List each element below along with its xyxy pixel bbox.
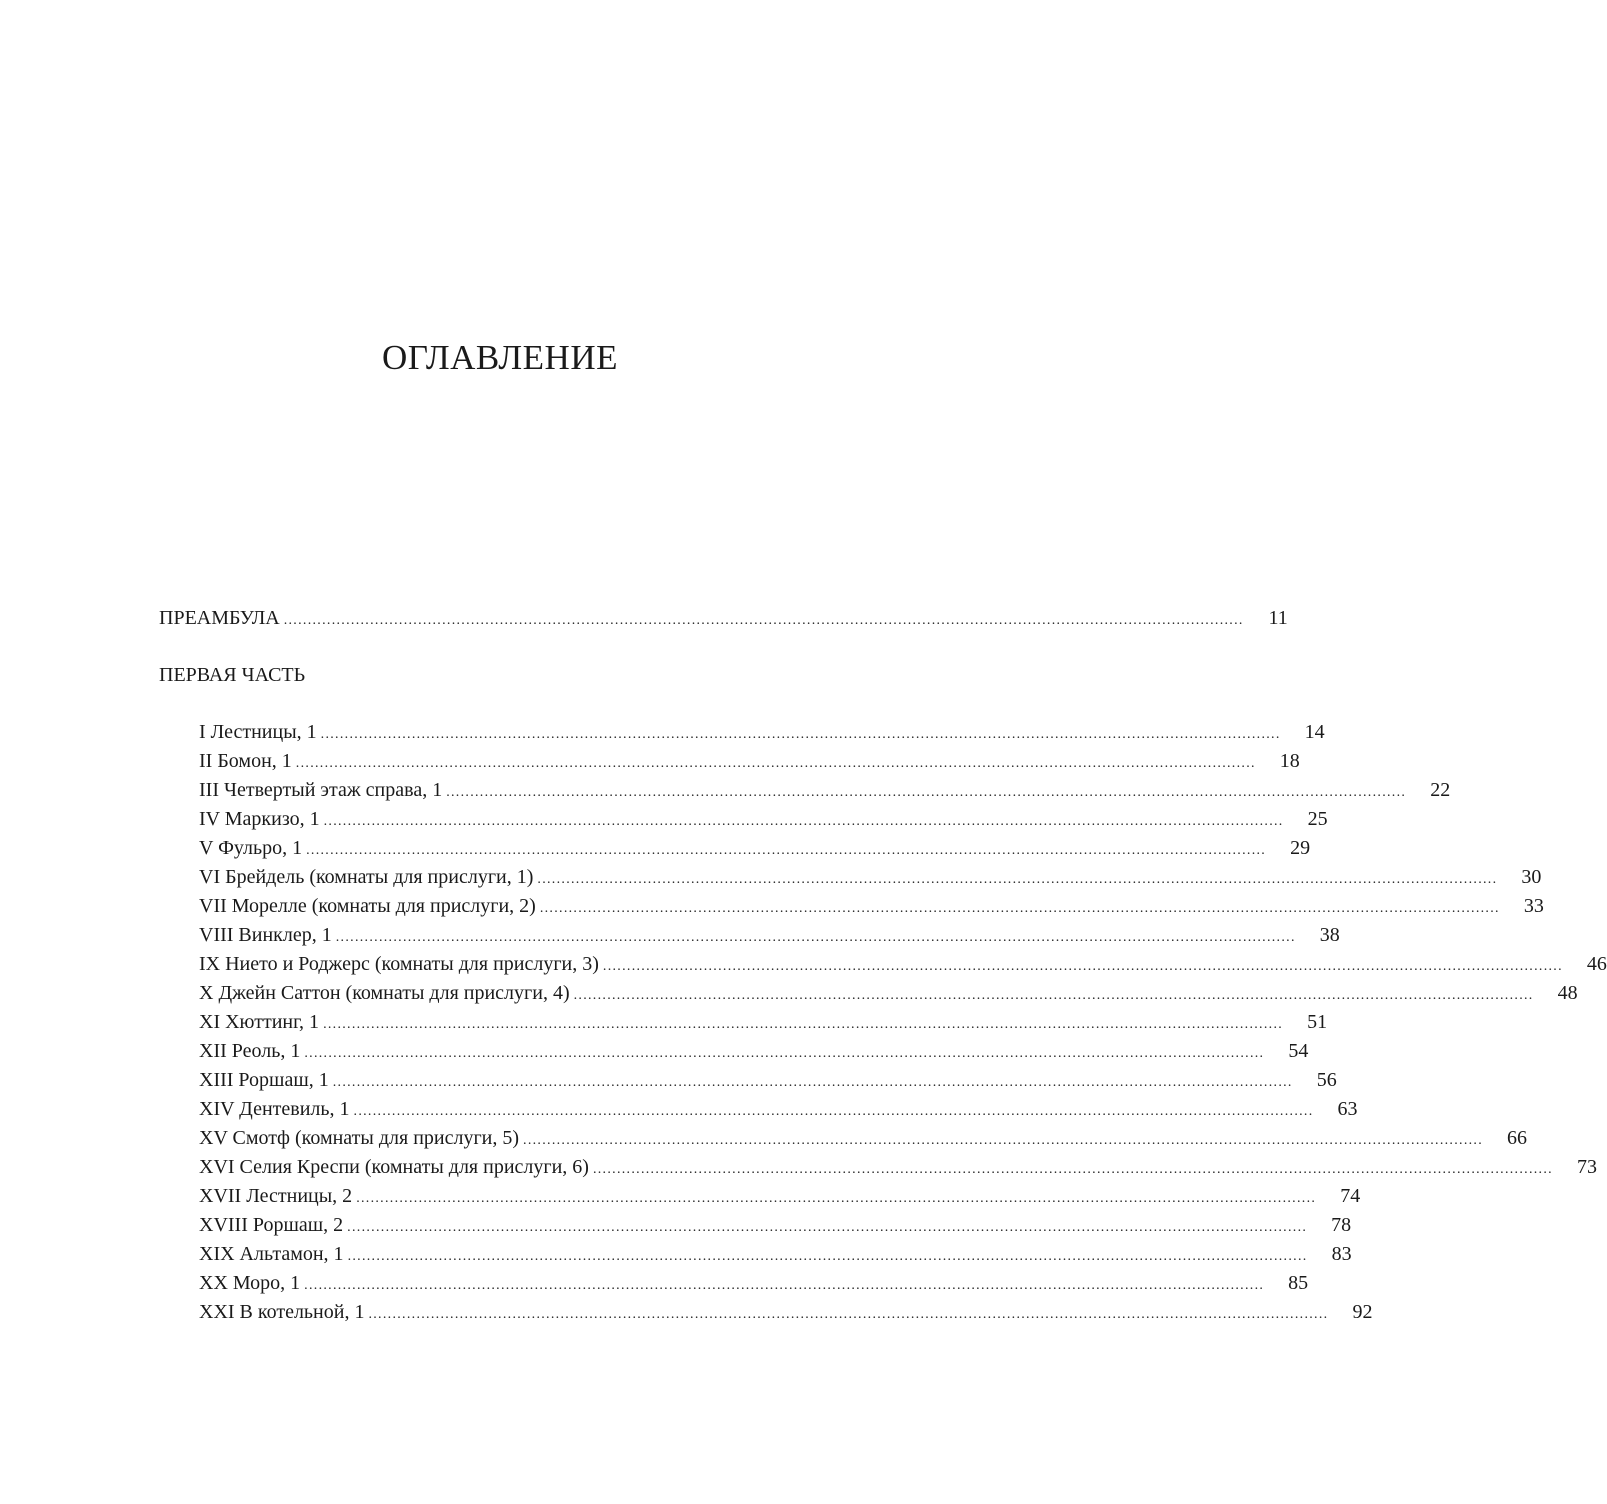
dot-leader: ........................................................................................................................................................................................................	[356, 1191, 1317, 1206]
toc-entry-label: XX Моро, 1	[199, 1272, 301, 1294]
toc-entry-label: III Четвертый этаж справа, 1	[199, 779, 443, 801]
toc-entry-preamble[interactable]	[159, 604, 1288, 633]
toc-entry-chapter[interactable]	[159, 834, 1311, 863]
toc-entry-chapter[interactable]	[159, 921, 1340, 950]
toc-entry-label: XVII Лестницы, 2	[199, 1185, 353, 1207]
dot-leader: ........................................................................................................................................................................................................	[523, 1133, 1484, 1148]
toc-entry-chapter[interactable]	[159, 863, 1542, 892]
toc-entry-label: VIII Винклер, 1	[199, 924, 332, 946]
dot-leader: ........................................................................................................................................................................................................	[304, 1046, 1265, 1061]
toc-entry-chapter[interactable]	[159, 1298, 1373, 1327]
toc-entry-page: 63	[1337, 1098, 1358, 1120]
toc-entry-label: IX Нието и Роджерс (комнаты для прислуги, 3)	[199, 953, 599, 975]
table-of-contents	[159, 604, 1607, 1327]
dot-leader: ........................................................................................................................................................................................................	[323, 1017, 1284, 1032]
toc-entry-chapter[interactable]	[159, 805, 1328, 834]
toc-entry-page: 66	[1507, 1127, 1528, 1149]
toc-entry-chapter[interactable]	[159, 1095, 1358, 1124]
toc-entry-page: 46	[1586, 953, 1607, 975]
toc-entry-page: 54	[1288, 1040, 1309, 1062]
dot-leader: ........................................................................................................................................................................................................	[347, 1220, 1308, 1235]
toc-entry-page: 29	[1290, 837, 1311, 859]
toc-entry-chapter[interactable]	[159, 1037, 1309, 1066]
toc-entry-page: 33	[1523, 895, 1544, 917]
toc-entry-page: 48	[1557, 982, 1578, 1004]
toc-entry-chapter[interactable]	[159, 892, 1544, 921]
dot-leader: ........................................................................................................................................................................................................	[602, 959, 1563, 974]
page-title: ОГЛАВЛЕНИЕ	[382, 338, 618, 377]
toc-entry-page: 78	[1331, 1214, 1352, 1236]
dot-leader: ........................................................................................................................................................................................................	[295, 756, 1256, 771]
toc-entry-label: XIII Роршаш, 1	[199, 1069, 329, 1091]
dot-leader: ........................................................................................................................................................................................................	[347, 1249, 1308, 1264]
dot-leader: ........................................................................................................................................................................................................	[446, 785, 1407, 800]
dot-leader: ........................................................................................................................................................................................................	[335, 930, 1296, 945]
toc-entry-label: XXI В котельной, 1	[199, 1301, 365, 1323]
toc-entry-chapter[interactable]	[159, 950, 1607, 979]
toc-entry-chapter[interactable]	[159, 1211, 1352, 1240]
toc-entry-chapter[interactable]	[159, 979, 1578, 1008]
toc-entry-page: 30	[1521, 866, 1542, 888]
toc-entry-page: 74	[1340, 1185, 1361, 1207]
toc-entry-chapter[interactable]	[159, 1124, 1528, 1153]
toc-entry-chapter[interactable]	[159, 776, 1451, 805]
toc-entry-page: 73	[1576, 1156, 1597, 1178]
toc-entry-page: 83	[1331, 1243, 1352, 1265]
toc-entry-label: IV Маркизо, 1	[199, 808, 320, 830]
toc-entry-chapter[interactable]	[159, 1066, 1337, 1095]
dot-leader: ........................................................................................................................................................................................................	[332, 1075, 1293, 1090]
toc-entry-page: 85	[1288, 1272, 1309, 1294]
toc-entry-label: ПРЕАМБУЛА	[159, 607, 280, 629]
toc-entry-label: I Лестницы, 1	[199, 721, 317, 743]
dot-leader: ........................................................................................................................................................................................................	[283, 613, 1244, 628]
dot-leader: ........................................................................................................................................................................................................	[537, 872, 1498, 887]
chapter-list	[159, 718, 1607, 1327]
dot-leader: ........................................................................................................................................................................................................	[592, 1162, 1553, 1177]
toc-entry-chapter[interactable]	[159, 1153, 1597, 1182]
toc-entry-label: XVIII Роршаш, 2	[199, 1214, 344, 1236]
toc-entry-label: VII Морелле (комнаты для прислуги, 2)	[199, 895, 536, 917]
dot-leader: ........................................................................................................................................................................................................	[539, 901, 1500, 916]
dot-leader: ........................................................................................................................................................................................................	[304, 1278, 1265, 1293]
toc-entry-page: 22	[1430, 779, 1451, 801]
toc-entry-page: 25	[1307, 808, 1328, 830]
toc-entry-chapter[interactable]	[159, 747, 1300, 776]
toc-entry-page: 14	[1304, 721, 1325, 743]
dot-leader: ........................................................................................................................................................................................................	[368, 1307, 1329, 1322]
toc-entry-label: II Бомон, 1	[199, 750, 292, 772]
toc-entry-page: 38	[1319, 924, 1340, 946]
toc-entry-chapter[interactable]	[159, 1240, 1352, 1269]
toc-entry-label: V Фульро, 1	[199, 837, 303, 859]
toc-entry-label: X Джейн Саттон (комнаты для прислуги, 4)	[199, 982, 570, 1004]
dot-leader: ........................................................................................................................................................................................................	[353, 1104, 1314, 1119]
toc-entry-label: XVI Селия Креспи (комнаты для прислуги, 6)	[199, 1156, 589, 1178]
toc-entry-label: XIX Альтамон, 1	[199, 1243, 344, 1265]
part-heading: ПЕРВАЯ ЧАСТЬ	[159, 664, 306, 686]
toc-entry-page: 51	[1307, 1011, 1328, 1033]
toc-entry-chapter[interactable]	[159, 1182, 1361, 1211]
toc-entry-label: XII Реоль, 1	[199, 1040, 301, 1062]
dot-leader: ........................................................................................................................................................................................................	[573, 988, 1534, 1003]
dot-leader: ........................................................................................................................................................................................................	[320, 727, 1281, 742]
toc-entry-page: 18	[1279, 750, 1300, 772]
toc-entry-page: 92	[1352, 1301, 1373, 1323]
dot-leader: ........................................................................................................................................................................................................	[323, 814, 1284, 829]
dot-leader: ........................................................................................................................................................................................................	[306, 843, 1267, 858]
toc-entry-page: 11	[1268, 607, 1288, 629]
toc-entry-chapter[interactable]	[159, 1269, 1309, 1298]
toc-entry-label: XV Смотф (комнаты для прислуги, 5)	[199, 1127, 520, 1149]
toc-entry-label: XI Хюттинг, 1	[199, 1011, 320, 1033]
toc-entry-label: VI Брейдель (комнаты для прислуги, 1)	[199, 866, 534, 888]
toc-entry-chapter[interactable]	[159, 1008, 1328, 1037]
toc-entry-page: 56	[1316, 1069, 1337, 1091]
toc-entry-label: XIV Дентевиль, 1	[199, 1098, 350, 1120]
toc-entry-chapter[interactable]	[159, 718, 1325, 747]
